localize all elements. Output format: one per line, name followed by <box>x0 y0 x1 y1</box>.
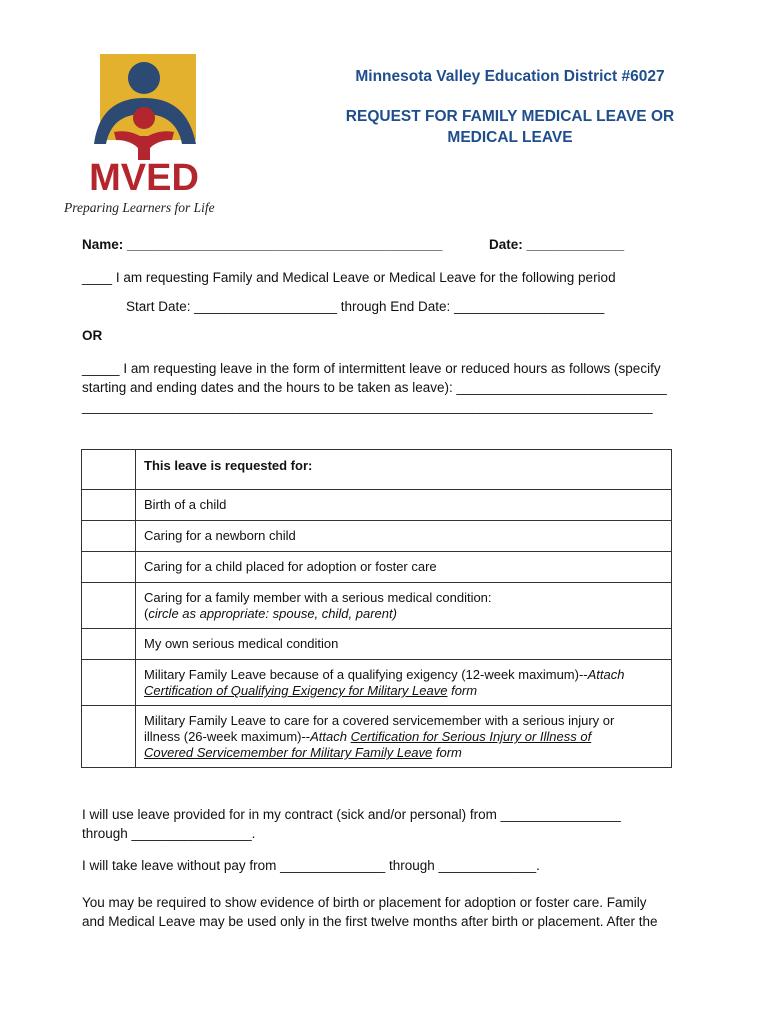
evidence-line2: and Medical Leave may be used only in the first twelve months after birth or placement. After the <box>82 914 658 929</box>
exigency-certification-link[interactable]: Certification of Qualifying Exigency for Military Leave <box>144 683 448 698</box>
reason-birth: Birth of a child <box>136 490 672 521</box>
table-row <box>82 552 672 583</box>
option-period <box>82 269 616 287</box>
form-title-line2: MEDICAL LEAVE <box>447 129 573 146</box>
option-intermittent-blank2[interactable]: ____________________________ <box>456 380 667 395</box>
date-label: Date: <box>489 237 523 252</box>
logo-text: MVED <box>89 157 199 199</box>
leave-reason-table <box>81 449 672 768</box>
mil2-line1: Military Family Leave to care for a covered servicemember with a serious injury or <box>144 713 615 728</box>
end-date-label: through End Date: <box>340 299 451 314</box>
date-field[interactable] <box>489 236 624 254</box>
checkbox-birth[interactable] <box>82 490 136 521</box>
evidence-notice <box>82 893 658 931</box>
evidence-line1: You may be required to show evidence of birth or placement for adoption or foster care. Family <box>82 895 647 910</box>
org-name: Minnesota Valley Education District #6027 <box>355 68 665 85</box>
option-period-text: I am requesting Family and Medical Leave or Medical Leave for the following period <box>115 270 616 285</box>
mil2-attach: Attach <box>310 729 351 744</box>
checkbox-own-condition[interactable] <box>82 629 136 660</box>
servicemember-certification-link-1[interactable]: Certification for Serious Injury or Illness of <box>350 729 592 744</box>
table-header-row <box>82 450 672 490</box>
option-intermittent <box>82 359 702 416</box>
option-intermittent-blank3[interactable]: ____________________________________________________________________________ <box>82 399 653 414</box>
table-header: This leave is requested for: <box>136 450 672 490</box>
start-date-label: Start Date: <box>126 299 191 314</box>
name-label: Name: <box>82 237 124 252</box>
reason-own-condition: My own serious medical condition <box>136 629 672 660</box>
mil1-attach: Attach <box>587 667 625 682</box>
checkbox-military-servicemember[interactable] <box>82 706 136 768</box>
checkbox-adoption[interactable] <box>82 552 136 583</box>
reason-military-exigency <box>136 660 672 706</box>
tagline: Preparing Learners for Life <box>64 200 215 215</box>
mved-logo <box>80 52 208 200</box>
name-blank[interactable]: __________________________________________ <box>127 237 443 252</box>
contract-leave-line2[interactable]: through ________________. <box>82 826 256 841</box>
name-field[interactable] <box>82 236 442 254</box>
header-box <box>82 450 136 490</box>
paren-open: ( <box>144 606 149 621</box>
table-row <box>82 490 672 521</box>
table-row <box>82 706 672 768</box>
checkbox-family-member[interactable] <box>82 583 136 629</box>
start-date-blank[interactable]: ___________________ <box>194 299 337 314</box>
option-intermittent-blank[interactable]: _____ <box>82 361 120 376</box>
end-date-blank[interactable]: ____________________ <box>454 299 605 314</box>
table-row <box>82 629 672 660</box>
reason-adoption: Caring for a child placed for adoption or foster care <box>136 552 672 583</box>
option-intermittent-text2: starting and ending dates and the hours to be taken as leave): <box>82 380 453 395</box>
option-intermittent-text1: I am requesting leave in the form of intermittent leave or reduced hours as follows (specify <box>123 361 661 376</box>
period-dates <box>126 298 604 316</box>
circle-options: circle as appropriate: spouse, child, parent) <box>148 606 397 621</box>
option-period-blank[interactable]: ____ <box>82 270 113 285</box>
mil1-text: Military Family Leave because of a qualifying exigency (12-week maximum)-- <box>144 667 588 682</box>
table-row <box>82 583 672 629</box>
table-row <box>82 660 672 706</box>
form-title-line1: REQUEST FOR FAMILY MEDICAL LEAVE OR <box>345 108 675 125</box>
unpaid-leave[interactable]: I will take leave without pay from ______________ through _____________. <box>82 858 540 873</box>
reason-family-member <box>136 583 672 629</box>
contract-leave-line1[interactable]: I will use leave provided for in my contract (sick and/or personal) from ________________ <box>82 807 621 822</box>
mil2-text: illness (26-week maximum)-- <box>144 729 311 744</box>
reason-newborn: Caring for a newborn child <box>136 521 672 552</box>
checkbox-newborn[interactable] <box>82 521 136 552</box>
mil1-form: form <box>447 683 478 698</box>
date-blank[interactable]: _____________ <box>526 237 625 252</box>
reason-family-member-line1: Caring for a family member with a serious medical condition: <box>144 590 492 605</box>
or-label: OR <box>82 328 103 343</box>
mil2-form: form <box>432 745 462 760</box>
reason-family-member-line2 <box>144 606 663 622</box>
form-title <box>300 106 720 148</box>
servicemember-certification-link-2[interactable]: Covered Servicemember for Military Family Leave <box>144 745 433 760</box>
reason-military-servicemember <box>136 706 672 768</box>
checkbox-military-exigency[interactable] <box>82 660 136 706</box>
contract-leave <box>82 805 621 843</box>
table-row <box>82 521 672 552</box>
